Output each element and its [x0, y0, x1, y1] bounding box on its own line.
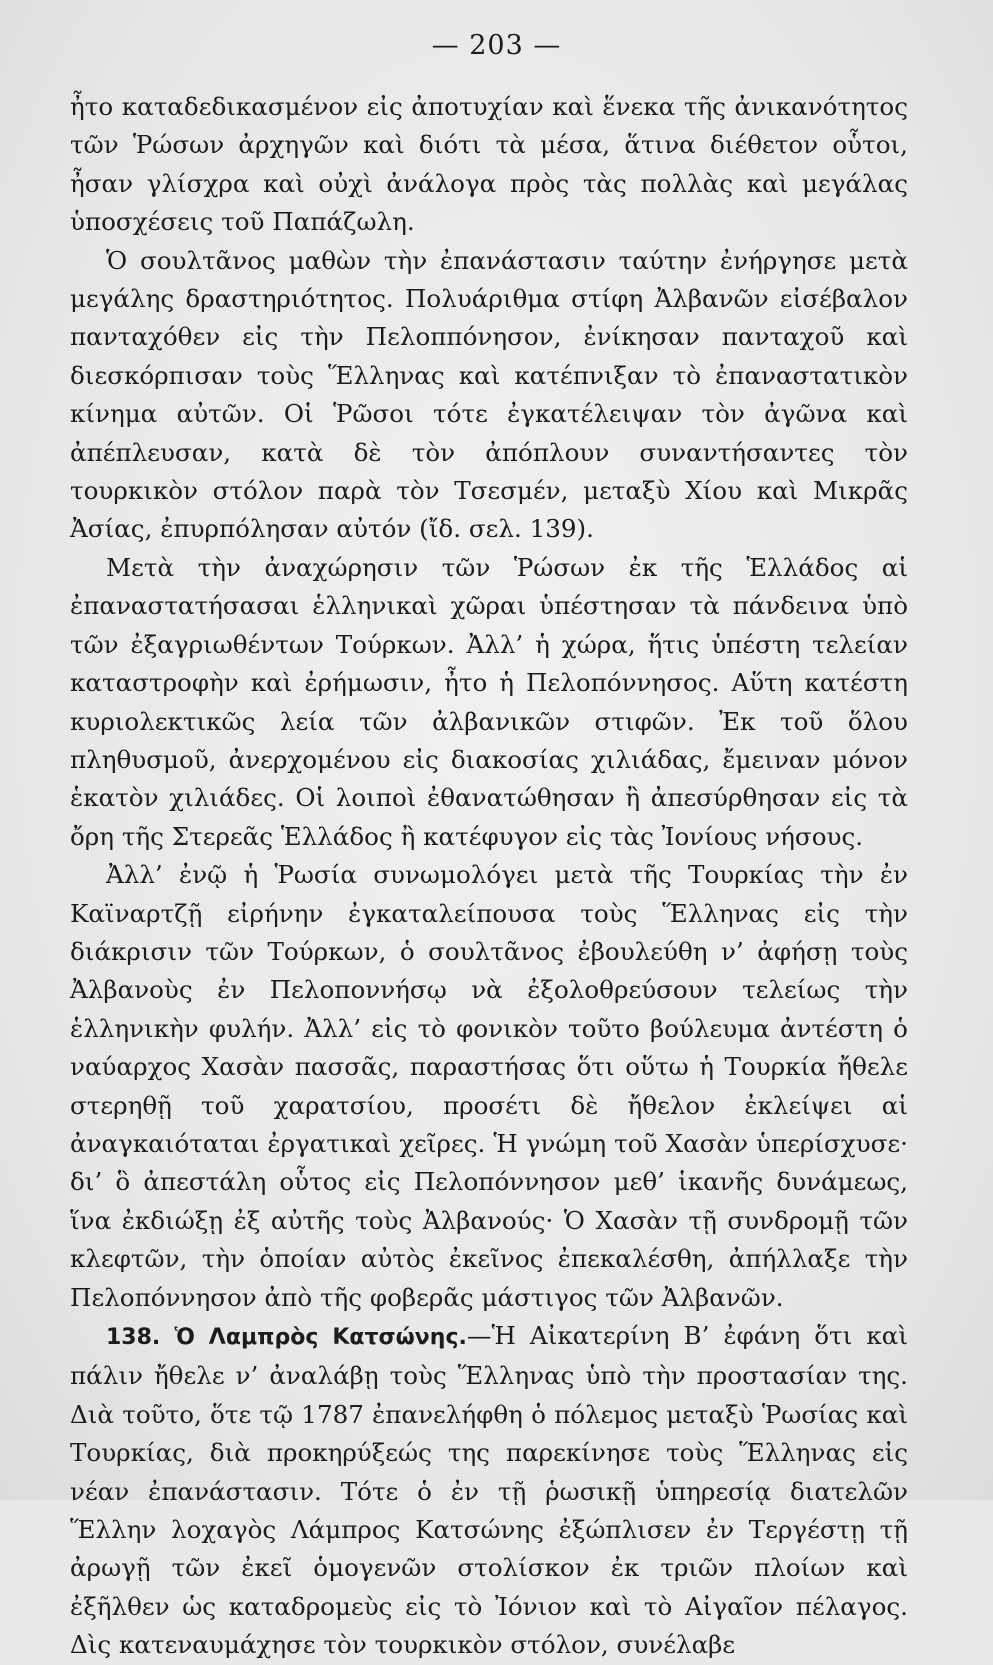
paragraph-2: Ὁ σουλτᾶνος μαθὼν τὴν ἐπανάστασιν ταύτην ἐνήργησε μετὰ μεγάλης δραστηριότητος. Πολυάριθμα στίφη Ἀλβανῶν εἰσέβαλον πανταχόθεν εἰς τὴν Πελοππόνησον, ἐνίκησαν πανταχοῦ καὶ διεσκόρπισαν τοὺς Ἕλληνας καὶ κατέπνιξαν τὸ ἐπαναστατικὸν κίνημα αὐτῶν. Οἱ Ῥῶσοι τότε ἐγκατέλειψαν τὸν ἀγῶνα καὶ ἀπέπλευσαν, κατὰ δὲ τὸν ἀπόπλουν συναντήσαντες τὸν τουρκικὸν στόλον παρὰ τὸν Τσεσμέν, μεταξὺ Χίου καὶ Μικρᾶς Ἀσίας, ἐπυρπόλησαν αὐτόν (ἴδ. σελ. 139). [70, 245, 908, 544]
paragraph-1: ἦτο καταδεδικασμένον εἰς ἀποτυχίαν καὶ ἕνεκα τῆς ἀνικανότητος τῶν Ῥώσων ἀρχηγῶν καὶ διότι τὰ μέσα, ἅτινα διέθετον οὗτοι, ἦσαν γλίσχρα καὶ οὐχὶ ἀνάλογα πρὸς τὰς πολλὰς καὶ μεγάλας ὑποσχέσεις τοῦ Παπάζωλη. [70, 92, 908, 237]
paragraph-4: Ἀλλ’ ἐνῷ ἡ Ῥωσία συνωμολόγει μετὰ τῆς Τουρκίας τὴν ἐν Καϊναρτζῇ εἰρήνην ἐγκαταλείπουσα τοὺς Ἕλληνας εἰς τὴν διάκρισιν τῶν Τούρκων, ὁ σουλτᾶνος ἐβουλεύθη ν’ ἀφήσῃ τοὺς Ἀλβανοὺς ἐν Πελοποννήσῳ νὰ ἐξολοθρεύσουν τελείως τὴν ἑλληνικὴν φυλήν. Ἀλλ’ εἰς τὸ φονικὸν τοῦτο βούλευμα ἀντέστη ὁ ναύαρχος Χασὰν πασσᾶς, παραστήσας ὅτι οὕτω ἡ Τουρκία ἤθελε στερηθῇ τοῦ χαρατσίου, προσέτι δὲ ἤθελον ἐκλείψει αἱ ἀναγκαιόταται ἐργατικαὶ χεῖρες. Ἡ γνώμη τοῦ Χασὰν ὑπερίσχυσε· δι’ ὃ ἀπεστάλη οὗτος εἰς Πελοπόννησον μεθ’ ἱκανῆς δυνάμεως, ἵνα ἐκδιώξῃ ἐξ αὐτῆς τοὺς Ἀλβανούς· Ὁ Χασὰν τῇ συνδρομῇ τῶν κλεφτῶν, τὴν ὁποίαν αὐτὸς ἐκεῖνος ἐπεκαλέσθη, ἀπήλλαξε τὴν Πελοπόννησον ἀπὸ τῆς φοβερᾶς μάστιγος τῶν Ἀλβανῶν. [70, 860, 908, 1312]
section-text: —Ἡ Αἰκατερίνη Β’ ἐφάνη ὅτι καὶ πάλιν ἤθελε ν’ ἀναλάβῃ τοὺς Ἕλληνας ὑπὸ τὴν προστασίαν της. Διὰ τοῦτο, ὅτε τῷ 1787 ἐπανελήφθη ὁ πόλεμος μεταξὺ Ῥωσίας καὶ Τουρκίας, διὰ προκηρύξεώς της παρεκίνησε τοὺς Ἕλληνας εἰς νέαν ἐπανάστασιν. Τότε ὁ ἐν τῇ ῥωσικῇ ὑπηρεσίᾳ διατελῶν Ἕλλην λοχαγὸς Λάμπρος Κατσώνης ἐξώπλισεν ἐν Τεργέστῃ τῇ ἀρωγῇ τῶν ἐκεῖ ὁμογενῶν στολίσκον ἐκ τριῶν πλοίων καὶ ἐξῆλθεν ὡς καταδρομεὺς εἰς τὸ Ἰόνιον καὶ τὸ Αἰγαῖον πέλαγος. Δὶς κατεναυμάχησε τὸν τουρκικὸν στόλον, συνέλαβε [70, 1321, 908, 1660]
page-number: — 203 — [431, 30, 562, 61]
body-text [70, 88, 908, 1665]
paragraph-3: Μετὰ τὴν ἀναχώρησιν τῶν Ῥώσων ἐκ τῆς Ἑλλάδος αἱ ἐπαναστατήσασαι ἑλληνικαὶ χῶραι ὑπέστησαν τὰ πάνδεινα ὑπὸ τῶν ἐξαγριωθέντων Τούρκων. Ἀλλ’ ἡ χώρα, ἥτις ὑπέστη τελείαν καταστροφὴν καὶ ἐρήμωσιν, ἦτο ἡ Πελοπόννησος. Αὕτη κατέστη κυριολεκτικῶς λεία τῶν ἀλβανικῶν στιφῶν. Ἐκ τοῦ ὅλου πληθυσμοῦ, ἀνερχομένου εἰς διακοσίας χιλιάδας, ἔμειναν μόνον ἑκατὸν χιλιάδες. Οἱ λοιποὶ ἐθανατώθησαν ἢ ἀπεσύρθησαν εἰς τὰ ὄρη τῆς Στερεᾶς Ἑλλάδος ἢ κατέφυγον εἰς τὰς Ἰονίους νήσους. [70, 552, 908, 851]
section-paragraph [70, 1317, 908, 1665]
section-number: 138. [106, 1325, 161, 1350]
section-title: Ὁ Λαμπρὸς Κατσώνης. [174, 1325, 467, 1350]
